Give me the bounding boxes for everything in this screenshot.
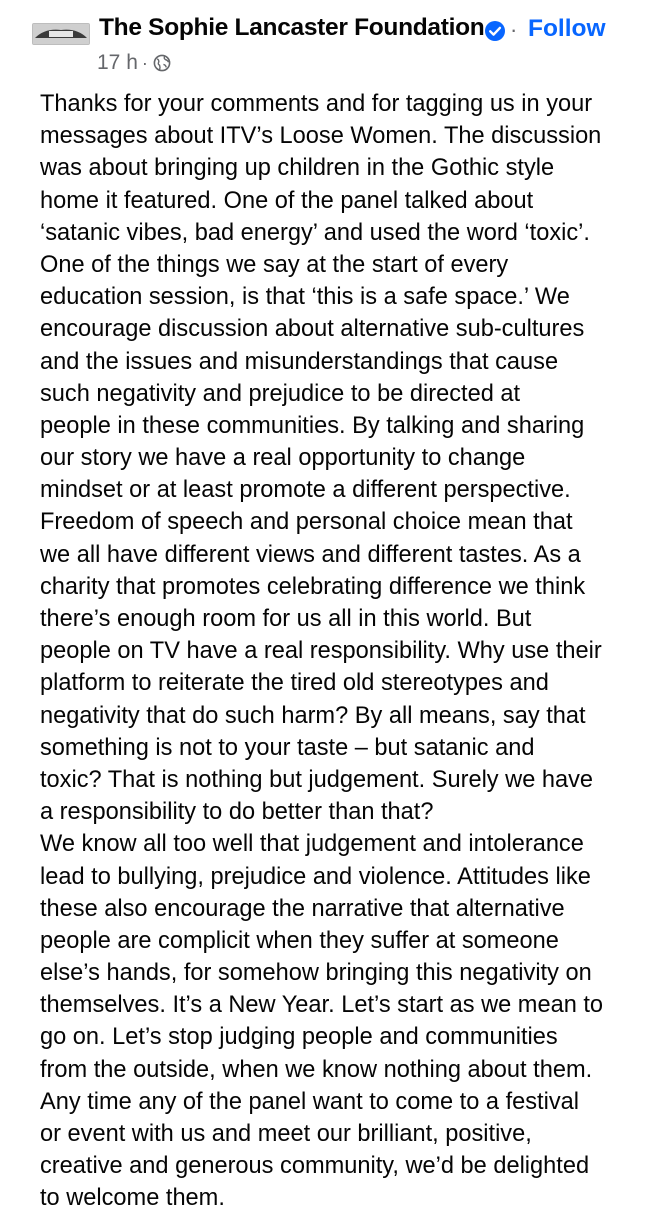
post-body-line: encourage discussion about alternative sub-cultures	[40, 316, 585, 343]
post-body-line: we all have different views and different tastes. As a	[40, 541, 581, 568]
post-body-line: and the issues and misunderstandings that cause	[40, 348, 559, 375]
post-timestamp[interactable]: 17 h	[97, 51, 138, 74]
post-body-line: our story we have a real opportunity to change	[40, 445, 526, 472]
post-body-line: something is not to your taste – but satanic and	[40, 734, 535, 761]
post-body-line: a responsibility to do better than that?	[40, 799, 434, 826]
post-body-line: messages about ITV’s Loose Women. The discussion	[40, 123, 602, 150]
post-meta	[97, 50, 171, 76]
post-body-line: lead to bullying, prejudice and violence. Attitudes like	[40, 863, 591, 890]
follow-button[interactable]: Follow	[528, 15, 606, 42]
post-body-line: people on TV have a real responsibility. Why use their	[40, 638, 602, 665]
post-body-line: ‘satanic vibes, bad energy’ and used the word ‘toxic’.	[40, 219, 590, 246]
post-body-line: themselves. It’s a New Year. Let’s start as we mean to	[40, 992, 604, 1019]
globe-icon	[153, 54, 171, 72]
post-body-line: Freedom of speech and personal choice mean that	[40, 509, 573, 536]
post-body-line: or event with us and meet our brilliant, positive,	[40, 1121, 532, 1147]
post-body-line: people are complicit when they suffer at someone	[40, 927, 559, 954]
post-body-line: creative and generous community, we’d be delighted	[40, 1153, 590, 1180]
post-body-line: such negativity and prejudice to be directed at	[40, 380, 521, 407]
page-name-link[interactable]: The Sophie Lancaster Foundation	[99, 14, 485, 41]
header-separator: ·	[510, 17, 518, 42]
post-body-line: these also encourage the narrative that alternative	[40, 895, 565, 922]
post-body-line: Any time any of the panel want to come to a festival	[40, 1088, 580, 1115]
post-body-line: was about bringing up children in the Gothic style	[40, 155, 555, 182]
meta-separator: ·	[141, 52, 148, 73]
post-body-line: toxic? That is nothing but judgement. Surely we have	[40, 766, 594, 793]
post-body-line: One of the things we say at the start of every	[40, 251, 509, 278]
post-body-line: education session, is that ‘this is a safe space.’ We	[40, 284, 570, 311]
post-body-line: Thanks for your comments and for tagging us in your	[40, 91, 593, 117]
post-body-line: We know all too well that judgement and intolerance	[40, 831, 584, 858]
post-body-line: go on. Let’s stop judging people and communities	[40, 1024, 558, 1051]
post-body-line: mindset or at least promote a different perspective.	[40, 477, 571, 504]
verified-badge-icon	[484, 20, 506, 42]
post-body-line: negativity that do such harm? By all means, say that	[40, 702, 586, 729]
post-body-line: else’s hands, for somehow bringing this negativity on	[40, 960, 592, 987]
page-avatar[interactable]	[32, 23, 90, 45]
post-body	[40, 88, 640, 1215]
post-body-line: from the outside, when we know nothing about them.	[40, 1056, 593, 1083]
post-header	[0, 0, 664, 82]
post-body-line: to welcome them.	[40, 1185, 225, 1212]
post-body-line: home it featured. One of the panel talked about	[40, 187, 534, 214]
post-body-line: there’s enough room for us all in this world. But	[40, 606, 532, 632]
post-body-line: charity that promotes celebrating difference we think	[40, 573, 586, 600]
post-body-line: platform to reiterate the tired old stereotypes and	[40, 670, 549, 697]
post-body-line: people in these communities. By talking and sharing	[40, 412, 585, 439]
